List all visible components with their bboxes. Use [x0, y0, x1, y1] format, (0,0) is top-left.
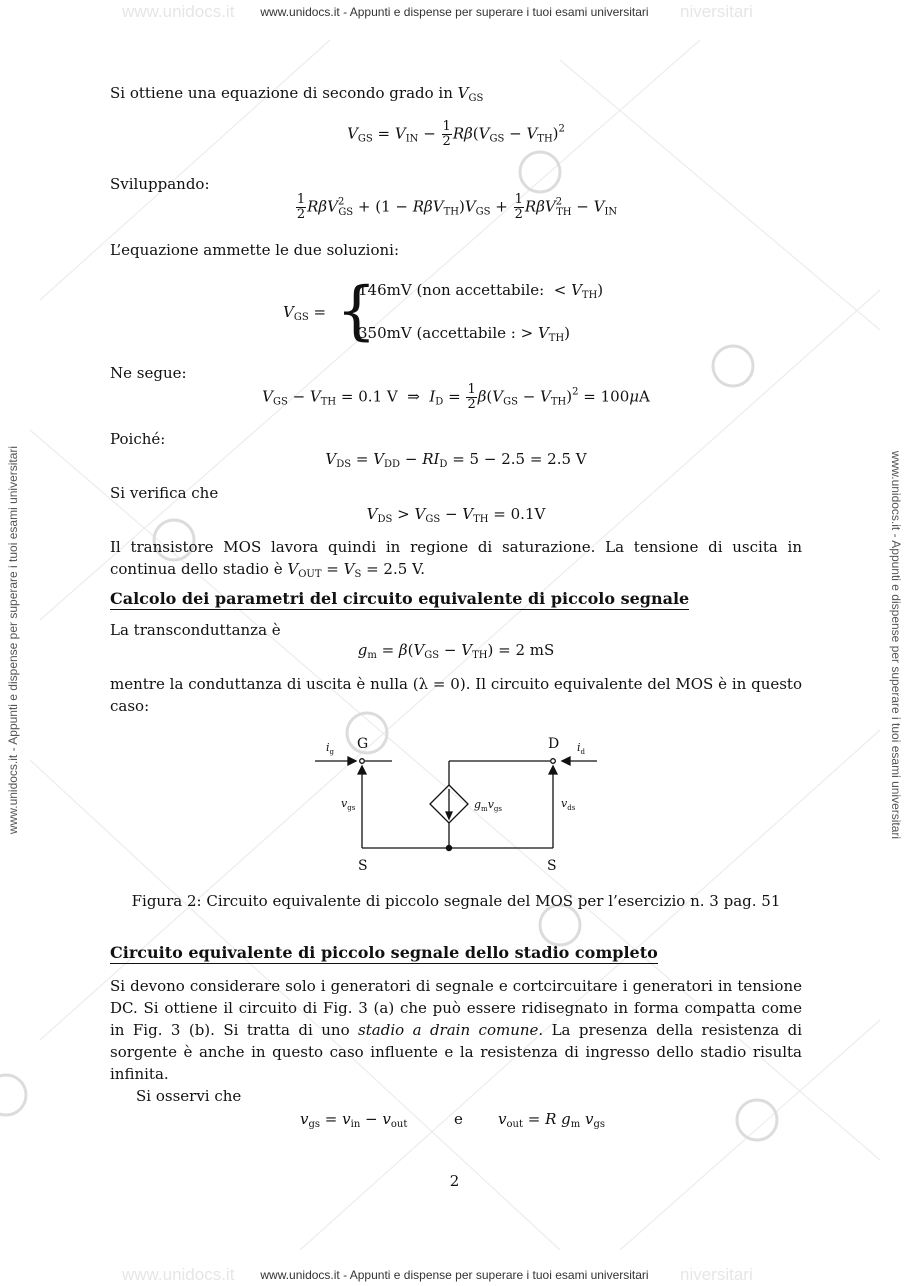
ne-segue-label: Ne segue: [110, 364, 187, 382]
equation-vds: $V_{DS} = V_{DD} - RI_D = 5 - 2.5 = 2.5$ V [325, 450, 587, 470]
ammette-label: L’equazione ammette le due soluzioni: [110, 241, 399, 259]
watermark-side-left: www.unidocs.it - Appunti e dispense per superare i tuoi esami universitari [6, 445, 20, 835]
solutions-brace: { [336, 274, 377, 348]
equation-gm: $g_m = \beta(V_{GS} - V_{TH}) = 2$ mS [357, 641, 555, 661]
label-gm-vgs: $g_mv_{gs}$ [474, 798, 502, 813]
transconduttanza-label: La transconduttanza è [110, 621, 281, 639]
section-heading-stadio-completo: Circuito equivalente di piccolo segnale dello stadio completo [110, 943, 658, 962]
equation-vout: $v_{out} = R$ $g_m$ $v_{gs}$ [498, 1110, 606, 1130]
label-source-right: S [547, 858, 557, 874]
conjunction-e: e [454, 1110, 463, 1128]
page-number: 2 [449, 1172, 460, 1190]
equation-expanded: $\frac{1}{2}$ $R\beta V^2_{GS} + (1 - R\beta V_{TH})V_{GS}$ + $\frac{1}{2}$ $R\beta V^2_{TH} - V_{IN}$ [296, 192, 618, 222]
label-vds: $v_{ds}$ [561, 797, 576, 812]
equation-vgs: $V_{GS} = V_{IN}$ − $\frac{1}{2}$ $R\beta(V_{GS} - V_{TH})^2$ [347, 119, 565, 149]
label-vgs: $v_{gs}$ [341, 797, 356, 812]
osservi-label: Si osservi che [136, 1087, 242, 1105]
watermark-ghost-right: niversitari [680, 2, 753, 21]
watermark-header: www.unidocs.it - Appunti e dispense per superare i tuoi esami universitari [260, 5, 649, 19]
equation-check: $V_{DS} > V_{GS} - V_{TH} = 0.1V$ [366, 505, 546, 525]
gate-node [360, 759, 365, 764]
watermark-footer: www.unidocs.it - Appunti e dispense per superare i tuoi esami universitari [260, 1268, 649, 1282]
drain-node [551, 759, 556, 764]
watermark-ghost-left: www.unidocs.it [122, 2, 235, 21]
solution-2: 350mV (accettabile : > $V_{TH}$) [358, 324, 571, 344]
label-source-left: S [358, 858, 368, 874]
intro-line: Si ottiene una equazione di secondo grado in $V_{GS}$ [110, 84, 484, 104]
solutions-lhs: $V_{GS}$ = [283, 303, 327, 323]
label-id: $i_d$ [577, 741, 586, 756]
solution-1: 146mV (non accettabile: < $V_{TH}$) [358, 281, 604, 301]
poiche-label: Poiché: [110, 430, 166, 448]
sviluppando-label: Sviluppando: [110, 175, 210, 193]
watermark-ghost-right-bottom: niversitari [680, 1265, 753, 1284]
verifica-label: Si verifica che [110, 484, 219, 502]
watermark-ghost-left-bottom: www.unidocs.it [122, 1265, 235, 1284]
equation-vgs-small: $v_{gs} = v_{in} - v_{out}$ [300, 1110, 408, 1130]
saturation-paragraph: Il transistore MOS lavora quindi in regione di saturazione. La tensione di uscita in continua dello stadio è $V_{OUT} = V_S = 2.5$ V. [110, 538, 802, 580]
figure-caption: Figura 2: Circuito equivalente di piccolo segnale del MOS per l’esercizio n. 3 pag. 51 [131, 892, 781, 910]
label-gate: G [357, 736, 369, 752]
vgs-arrow-head [358, 766, 366, 774]
label-ig: $i_g$ [326, 741, 335, 756]
ig-arrow-head [348, 757, 356, 765]
section-heading-parametri: Calcolo dei parametri del circuito equivalente di piccolo segnale [110, 589, 690, 608]
id-arrow-head [562, 757, 570, 765]
vds-arrow-head [549, 766, 557, 774]
stadio-paragraph: Si devono considerare solo i generatori di segnale e cortcircuitare i generatori in tensione DC. Si ottiene il circuito di Fig. 3 (a) che può essere ridisegnato in forma compatta come in Fig. 3 (b). Si tratta di uno stadio a drain comune. La presenza della resistenza di sorgente è anche in questo caso influente e la resistenza di ingresso dello stadio risulta infinita. [110, 977, 803, 1083]
equation-id: $V_{GS} - V_{TH} = 0.1$ V ⇒ $I_D$ = $\frac{1}{2}$ $\beta(V_{GS} - V_{TH})^2 = 100\mu A$ [262, 382, 650, 412]
watermark-side-right: www.unidocs.it - Appunti e dispense per superare i tuoi esami universitari [889, 450, 903, 840]
mentre-paragraph: mentre la conduttanza di uscita è nulla (λ = 0). Il circuito equivalente del MOS è in questo caso: [110, 675, 802, 715]
label-drain: D [548, 736, 560, 752]
